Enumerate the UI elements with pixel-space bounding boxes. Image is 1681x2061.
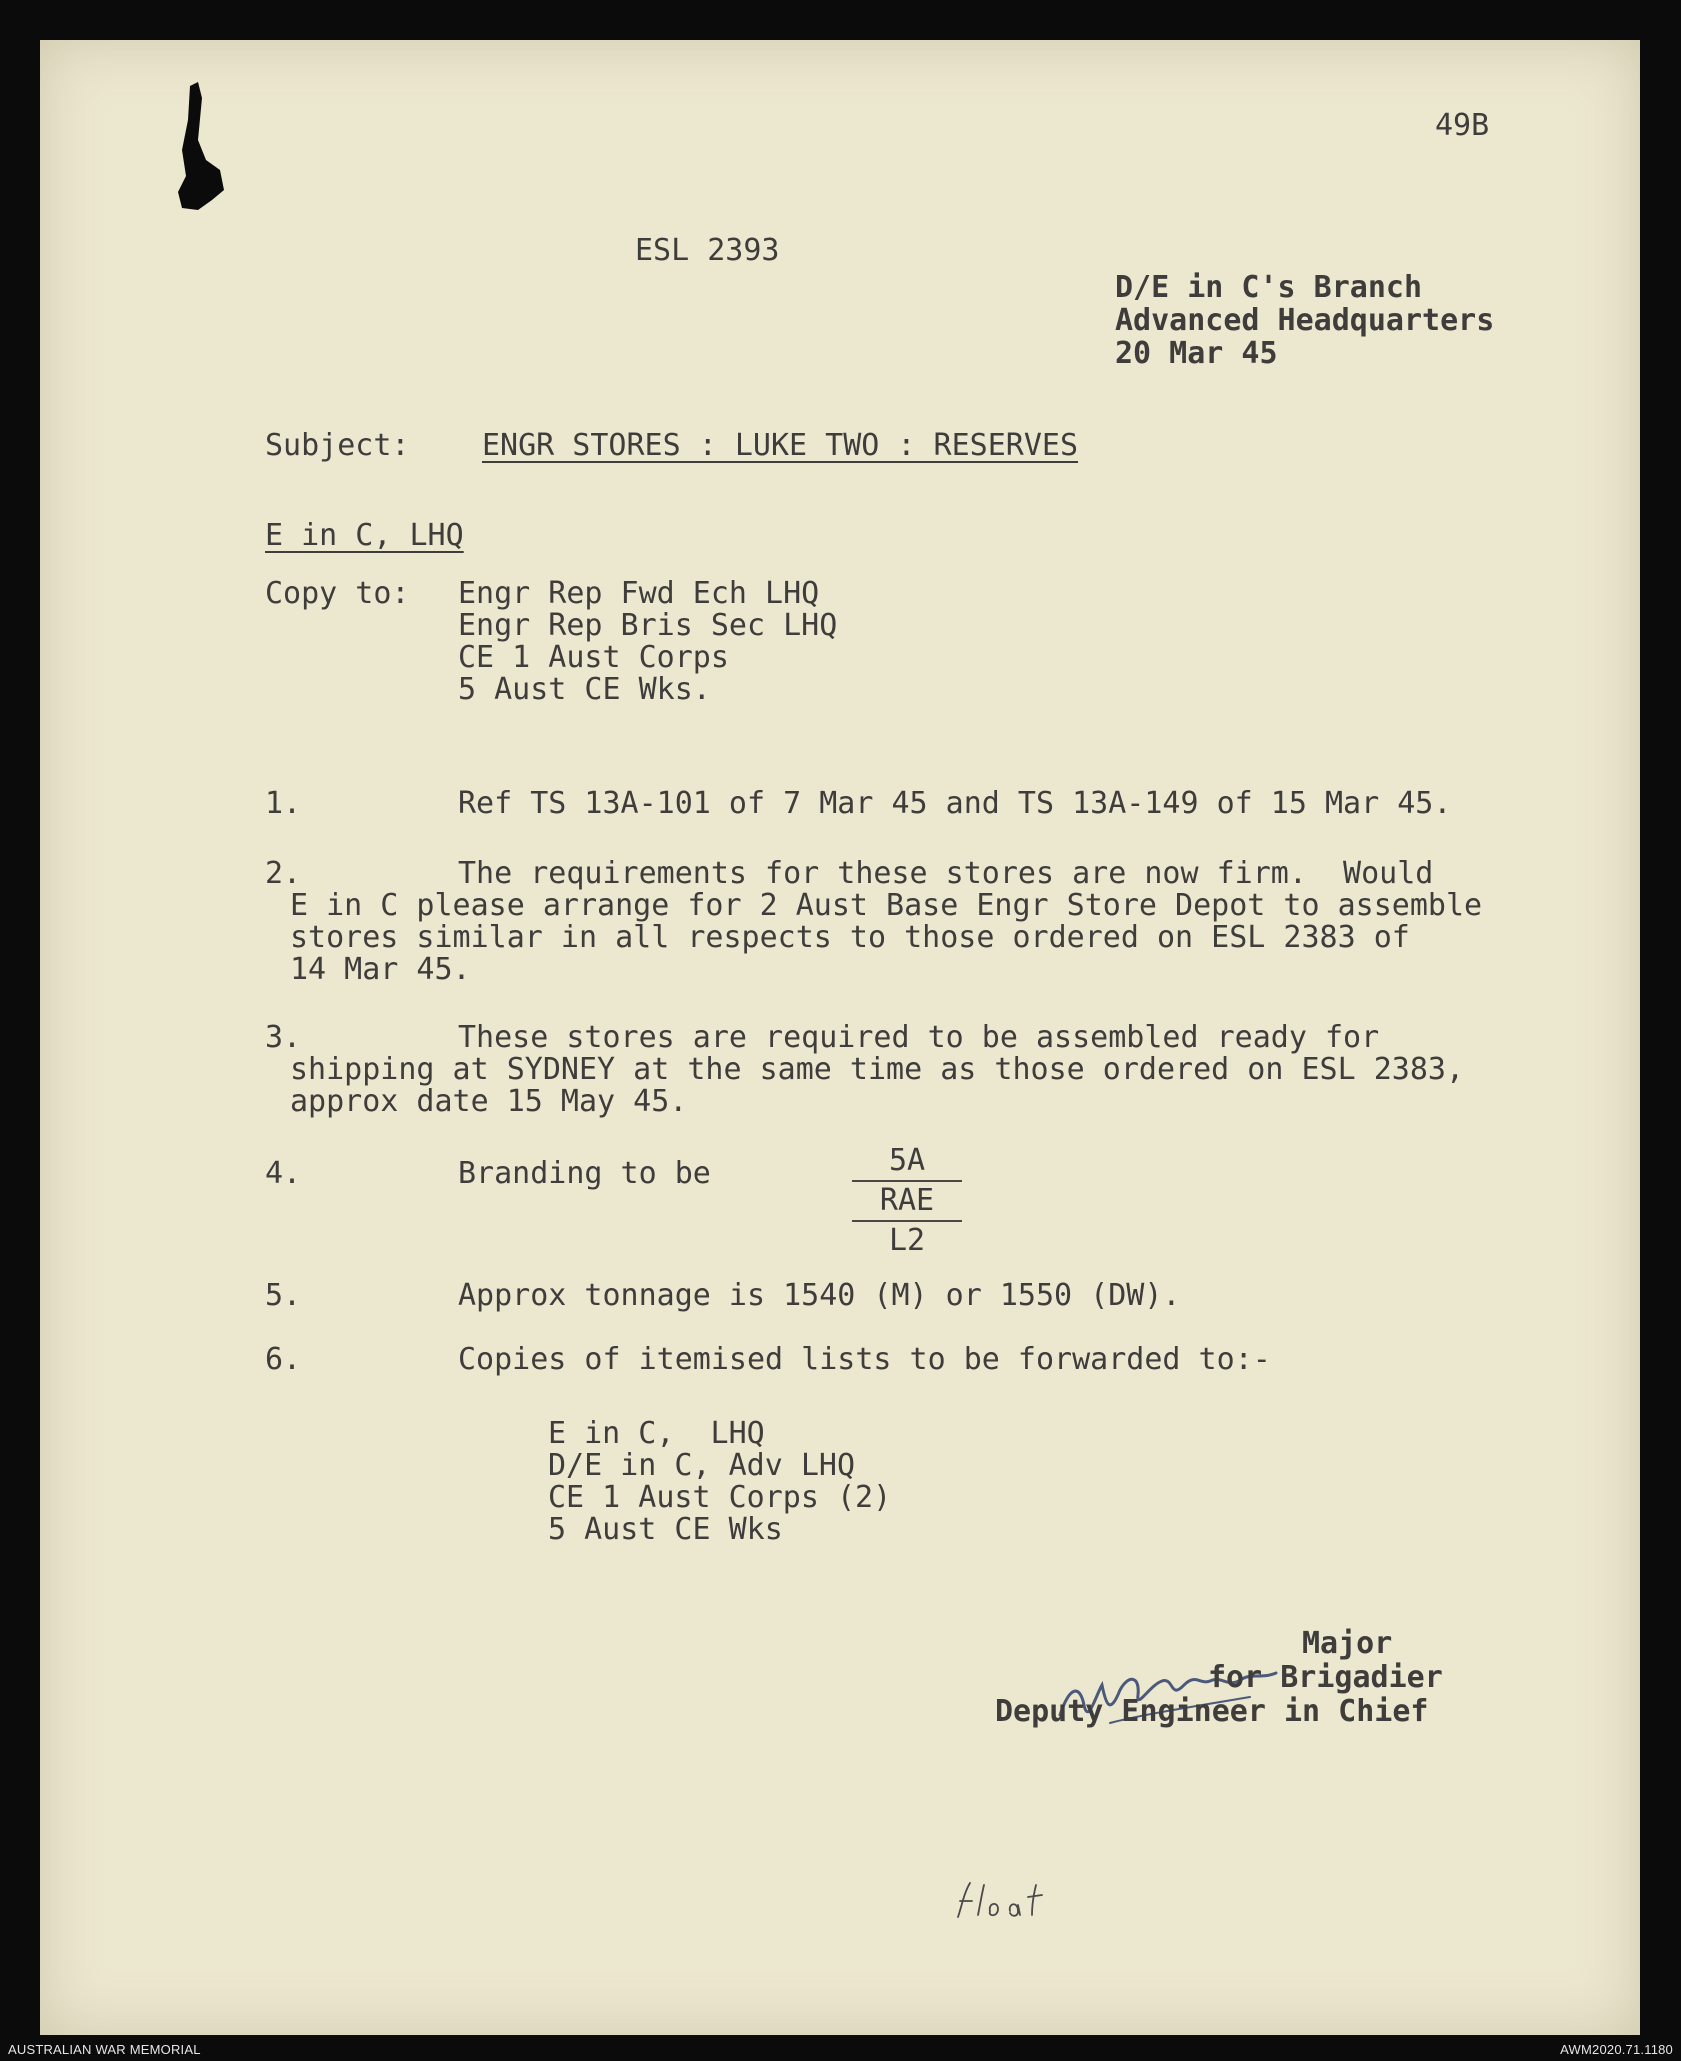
paragraph-line: These stores are required to be assembled ready for: [458, 1020, 1380, 1055]
paragraph-line: E in C please arrange for 2 Aust Base Engr Store Depot to assemble: [290, 888, 1483, 923]
copy-to-label: Copy to:: [265, 576, 410, 611]
paragraph-line: Branding to be: [458, 1156, 711, 1191]
paragraph-line: approx date 15 May 45.: [290, 1084, 688, 1119]
paragraph-number: 4.: [265, 1156, 302, 1191]
paragraph-line: shipping at SYDNEY at the same time as those ordered on ESL 2383,: [290, 1052, 1464, 1087]
branding-middle: RAE: [879, 1183, 935, 1218]
signature-title: Deputy Engineer in Chief: [995, 1694, 1429, 1729]
subject-text: ENGR STORES : LUKE TWO : RESERVES: [482, 428, 1079, 463]
distribution-item: CE 1 Aust Corps (2): [548, 1480, 892, 1515]
branding-bottom: L2: [888, 1223, 926, 1258]
paragraph-line: Approx tonnage is 1540 (M) or 1550 (DW).: [458, 1278, 1181, 1313]
distribution-item: E in C, LHQ: [548, 1416, 765, 1451]
letter-date: 20 Mar 45: [1115, 336, 1278, 371]
page-number: 49B: [1435, 108, 1490, 143]
paragraph-line: Copies of itemised lists to be forwarded to:-: [458, 1342, 1271, 1377]
sender-line-2: Advanced Headquarters: [1115, 303, 1495, 338]
handwritten-note: [950, 1875, 1060, 1925]
branding-divider: [852, 1220, 962, 1222]
branding-top: 5A: [888, 1143, 926, 1178]
paragraph-number: 3.: [265, 1020, 302, 1055]
subject-label: Subject:: [265, 428, 410, 463]
paragraph-number: 2.: [265, 856, 302, 891]
copy-to-item: Engr Rep Fwd Ech LHQ: [458, 576, 820, 611]
footer-archive-label: AUSTRALIAN WAR MEMORIAL: [8, 2042, 201, 2057]
copy-to-item: CE 1 Aust Corps: [458, 640, 729, 675]
paragraph-line: stores similar in all respects to those ordered on ESL 2383 of: [290, 920, 1410, 955]
paragraph-number: 1.: [265, 786, 302, 821]
distribution-item: 5 Aust CE Wks: [548, 1512, 783, 1547]
paragraph-line: Ref TS 13A-101 of 7 Mar 45 and TS 13A-149 of 15 Mar 45.: [458, 786, 1452, 821]
addressee: E in C, LHQ: [265, 518, 464, 553]
footer-accession-number: AWM2020.71.1180: [1560, 2042, 1673, 2057]
branding-divider: [852, 1180, 962, 1182]
copy-to-item: Engr Rep Bris Sec LHQ: [458, 608, 838, 643]
punch-hole: [168, 80, 228, 220]
copy-to-item: 5 Aust CE Wks.: [458, 672, 711, 707]
paragraph-number: 6.: [265, 1342, 302, 1377]
signature-for: for Brigadier: [1208, 1660, 1443, 1695]
reference-number: ESL 2393: [635, 233, 780, 268]
signature-rank: Major: [1302, 1626, 1393, 1661]
document-page: [40, 40, 1640, 2035]
paragraph-line: 14 Mar 45.: [290, 952, 471, 987]
sender-line-1: D/E in C's Branch: [1115, 270, 1423, 305]
paragraph-line: The requirements for these stores are now firm. Would: [458, 856, 1434, 891]
distribution-item: D/E in C, Adv LHQ: [548, 1448, 856, 1483]
branding-mark: [852, 1144, 962, 1258]
paragraph-number: 5.: [265, 1278, 302, 1313]
